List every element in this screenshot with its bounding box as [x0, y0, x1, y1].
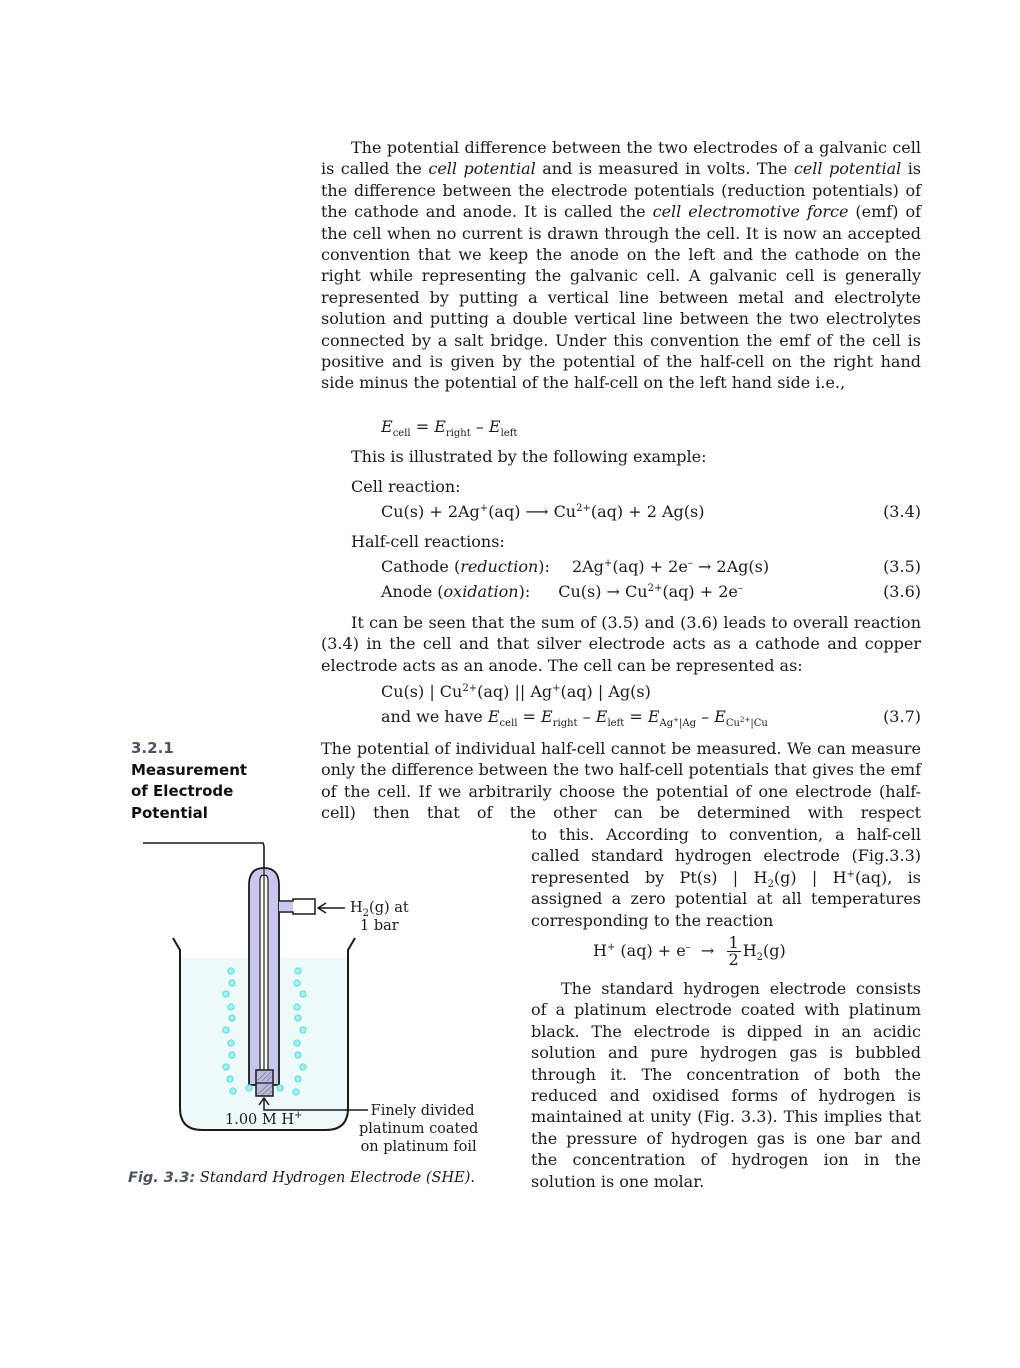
term-cell-potential: cell potential — [793, 159, 902, 179]
sub-right: right — [445, 428, 471, 439]
text: The potential difference between the two electrodes of a galvanic cell is called the — [321, 138, 921, 179]
superscript: + — [606, 942, 616, 953]
text: to this. According to convention, a half-cell called standard hydrogen electrode (Fig.3.3) represented by Pt(s) | H — [531, 825, 921, 887]
superscript: + — [479, 503, 489, 514]
equation-number-3-4: (3.4) — [883, 502, 921, 521]
minus: – — [577, 707, 596, 726]
section-title-line2: of Electrode — [131, 782, 234, 800]
section-title-line1: Measurement — [131, 760, 248, 779]
superscript: – — [685, 942, 691, 953]
superscript: 2+ — [576, 503, 591, 514]
paragraph-half-cell-potential — [321, 738, 921, 824]
sub-cell: cell — [499, 718, 518, 729]
paragraph-cell-potential — [321, 137, 921, 394]
half-cell-label: Half-cell reactions: — [351, 532, 505, 551]
text: is the difference between the electrode potentials (reduction potentials) of the cathode and anode. It is called the — [321, 159, 922, 222]
cell-notation — [381, 682, 651, 701]
equation-number-3-7: (3.7) — [883, 707, 921, 726]
symbol-e: E — [487, 707, 500, 726]
text: and we have — [381, 707, 488, 726]
superscript: 2+ — [740, 716, 751, 724]
paragraph-she-convention — [531, 824, 921, 931]
text: Cu(s) + 2Ag — [381, 502, 480, 521]
text: H — [350, 900, 363, 916]
paragraph-sum-reactions — [321, 612, 921, 676]
symbol-e: E — [434, 417, 446, 436]
cell-reaction-equation — [381, 502, 704, 521]
text: (aq) | Ag(s) — [560, 682, 651, 701]
minus: – — [696, 707, 715, 726]
equals: = — [517, 707, 542, 726]
symbol-e: E — [595, 707, 608, 726]
equals: = — [410, 417, 435, 436]
equation-3-7 — [381, 707, 768, 729]
superscript: + — [603, 558, 613, 569]
paragraph-she-description — [531, 978, 921, 1192]
text: (emf) of the cell when no current is drawn through the cell. It is now an accepted convention that we keep the anode on the left and the cathode on the right while representing the galvanic cell. A galvanic cell is generally represented by putting a vertical line between metal and electrolyte solution and putting a double vertical line between the two electrolytes connected by a salt bridge. Under this convention the emf of the cell is positive and is given by the potential of the half-cell on the right hand side minus the potential of the half-cell on the left hand side i.e., — [321, 202, 921, 393]
superscript: – — [687, 558, 693, 569]
text: (aq) || Ag — [477, 682, 553, 701]
text: (g) — [763, 941, 786, 960]
text: H — [593, 941, 607, 960]
sub-cu — [726, 718, 768, 729]
term-cell-potential: cell potential — [428, 159, 536, 179]
equals: = — [624, 707, 648, 726]
caption-label: Fig. 3.3: — [128, 1170, 196, 1186]
subscript: 2 — [362, 908, 370, 919]
minus: – — [470, 417, 489, 436]
superscript: + — [294, 1110, 303, 1121]
text: and is measured in volts. The — [535, 159, 794, 179]
text: ): — [518, 582, 531, 601]
cell-reaction-label: Cell reaction: — [351, 477, 461, 496]
denominator: 2 — [728, 950, 739, 969]
text: on platinum foil — [360, 1139, 477, 1155]
text: (aq) + 2 Ag(s) — [590, 502, 705, 521]
text: (g) | H — [773, 867, 847, 887]
text-em: reduction — [460, 557, 539, 576]
text: Cu(s) | Cu — [381, 682, 463, 701]
symbol-e: E — [714, 707, 726, 726]
text: (aq) + e — [615, 941, 686, 960]
label-solution — [225, 1111, 302, 1129]
text: |Ag — [679, 718, 697, 729]
sub-left: left — [607, 718, 625, 729]
cathode-reaction — [381, 557, 769, 576]
illustrated-text: This is illustrated by the following example: — [351, 447, 707, 466]
subscript: 2 — [756, 952, 764, 963]
label-platinum-foil — [359, 1102, 478, 1156]
anode-reaction — [381, 582, 743, 601]
sub-right: right — [552, 718, 578, 729]
section-title-line3: Potential — [131, 803, 208, 822]
superscript: 2+ — [462, 683, 478, 694]
numerator: 1 — [728, 933, 739, 952]
text: Finely divided — [370, 1103, 475, 1119]
label-h2-gas — [350, 899, 409, 935]
text: 1 bar — [360, 918, 399, 934]
arrow: → — [690, 941, 725, 960]
symbol-e: E — [488, 417, 501, 436]
text: Ag — [659, 718, 674, 729]
text: H — [742, 941, 757, 960]
section-number: 3.2.1 — [131, 739, 174, 757]
text: |Cu — [750, 718, 768, 729]
text: 1.00 M H — [225, 1112, 294, 1128]
symbol-e: E — [381, 417, 393, 436]
text: (aq), is assigned a zero potential at all temperatures corresponding to the reaction — [531, 867, 921, 930]
text: Cu(s) → Cu — [558, 582, 648, 601]
equation-number-3-5: (3.5) — [883, 557, 921, 576]
caption-text: Standard Hydrogen Electrode (SHE). — [195, 1170, 475, 1186]
superscript: + — [673, 716, 680, 724]
text: Cu — [725, 718, 740, 729]
subscript: 2 — [767, 878, 774, 890]
sub-cell: cell — [392, 428, 411, 439]
superscript: 2+ — [647, 583, 663, 594]
text: 2Ag — [571, 557, 604, 576]
superscript: – — [737, 583, 743, 594]
fraction-half — [727, 935, 741, 968]
sub-left: left — [500, 428, 518, 439]
equation-number-3-6: (3.6) — [883, 582, 921, 601]
text: → 2Ag(s) — [692, 557, 770, 576]
equation-she-reaction — [593, 935, 786, 968]
text: (aq) + 2e — [612, 557, 688, 576]
superscript: + — [846, 868, 855, 880]
symbol-e: E — [647, 707, 660, 726]
text: Anode ( — [381, 582, 444, 601]
text: (aq) ⟶ Cu — [488, 502, 577, 521]
figure-caption — [128, 1170, 475, 1186]
superscript: + — [552, 683, 561, 694]
text: Cathode ( — [381, 557, 461, 576]
text: platinum coated — [359, 1121, 479, 1137]
text: (g) at — [369, 900, 409, 916]
text: The potential of individual half-cell cannot be measured. We can measure only the difference between the two half-cell potentials that gives the emf of the cell. If we arbitrarily choose the potential of one electrode (half-cell) then that of the other can be determined with respect — [321, 739, 921, 823]
equation-ecell — [381, 417, 518, 439]
symbol-e: E — [541, 707, 553, 726]
text: The standard hydrogen electrode consists of a platinum electrode coated with platinum black. The electrode is dipped in an acidic solution and pure hydrogen gas is bubbled through it. The concentration of both the reduced and oxidised forms of hydrogen is maintained at unity (Fig. 3.3). This implies that the pressure of hydrogen gas is one bar and the concentration of hydrogen ion in the solution is one molar. — [531, 979, 921, 1191]
sub-ag — [660, 718, 697, 729]
text: It can be seen that the sum of (3.5) and (3.6) leads to overall reaction (3.4) in the cell and that silver electrode acts as a cathode and copper electrode acts as an anode. The cell can be represented as: — [321, 613, 921, 675]
text: ): — [538, 557, 550, 576]
text-em: oxidation — [443, 582, 519, 601]
section-heading — [131, 738, 247, 824]
term-emf: cell electromotive force — [652, 202, 849, 222]
text: (aq) + 2e — [662, 582, 738, 601]
